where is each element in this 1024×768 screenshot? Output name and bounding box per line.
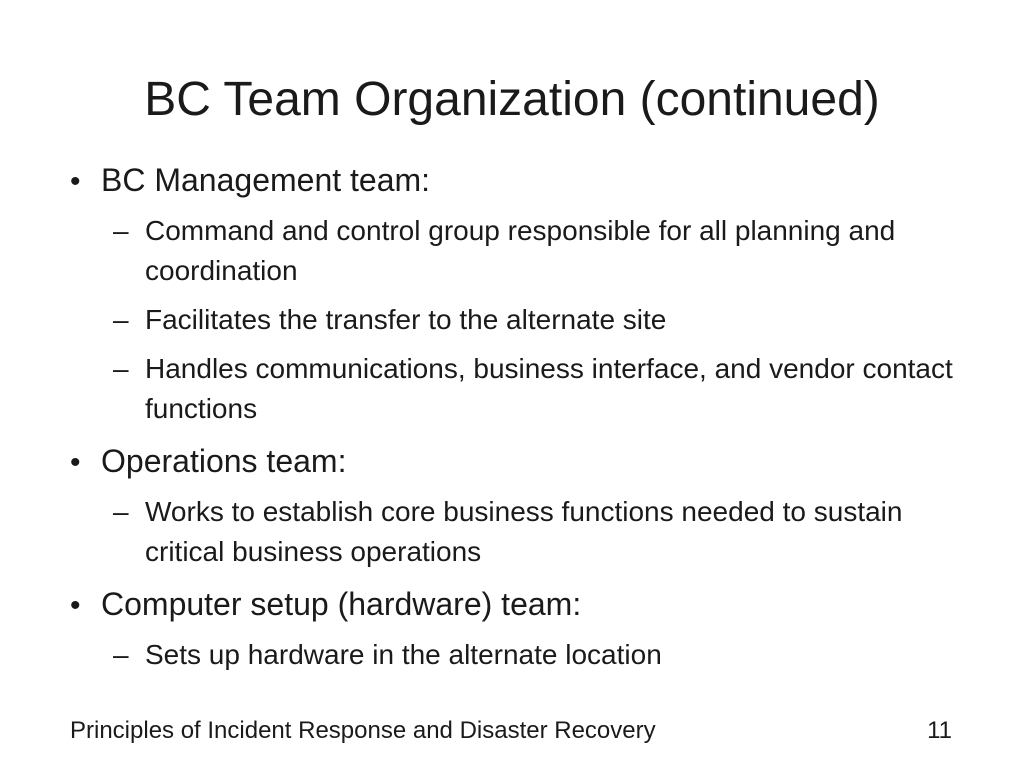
slide-number: 11 [927,717,952,744]
slide-body [70,160,970,675]
sub-bullet-text: Handles communications, business interface, and vendor contact functions [145,353,953,424]
dash-icon: – [113,496,129,527]
bullet-bc-management-team [70,160,970,202]
slide-title: BC Team Organization (continued) [144,73,880,126]
bullet-text: Computer setup (hardware) team: [101,586,582,622]
bullet-icon: • [70,165,81,198]
sub-bullet [113,211,970,291]
bullet-computer-setup-team [70,584,970,626]
sub-bullet-text: Command and control group responsible for all planning and coordination [145,215,896,286]
dash-icon: – [113,353,129,384]
bullet-text: Operations team: [101,443,347,479]
sub-bullet-text: Sets up hardware in the alternate location [145,639,662,670]
sub-bullet-text: Works to establish core business functions needed to sustain critical business operations [145,496,903,567]
sub-bullet [113,300,970,340]
sub-bullet [113,492,970,572]
bullet-text: BC Management team: [101,162,431,198]
dash-icon: – [113,639,129,670]
sub-bullet-text: Facilitates the transfer to the alternate site [145,304,667,335]
sub-bullet [113,635,970,675]
bullet-icon: • [70,446,81,479]
bullet-icon: • [70,589,81,622]
dash-icon: – [113,215,129,246]
footer-course-title: Principles of Incident Response and Disaster Recovery [70,717,656,744]
dash-icon: – [113,304,129,335]
bullet-operations-team [70,441,970,483]
sub-bullet [113,349,970,429]
